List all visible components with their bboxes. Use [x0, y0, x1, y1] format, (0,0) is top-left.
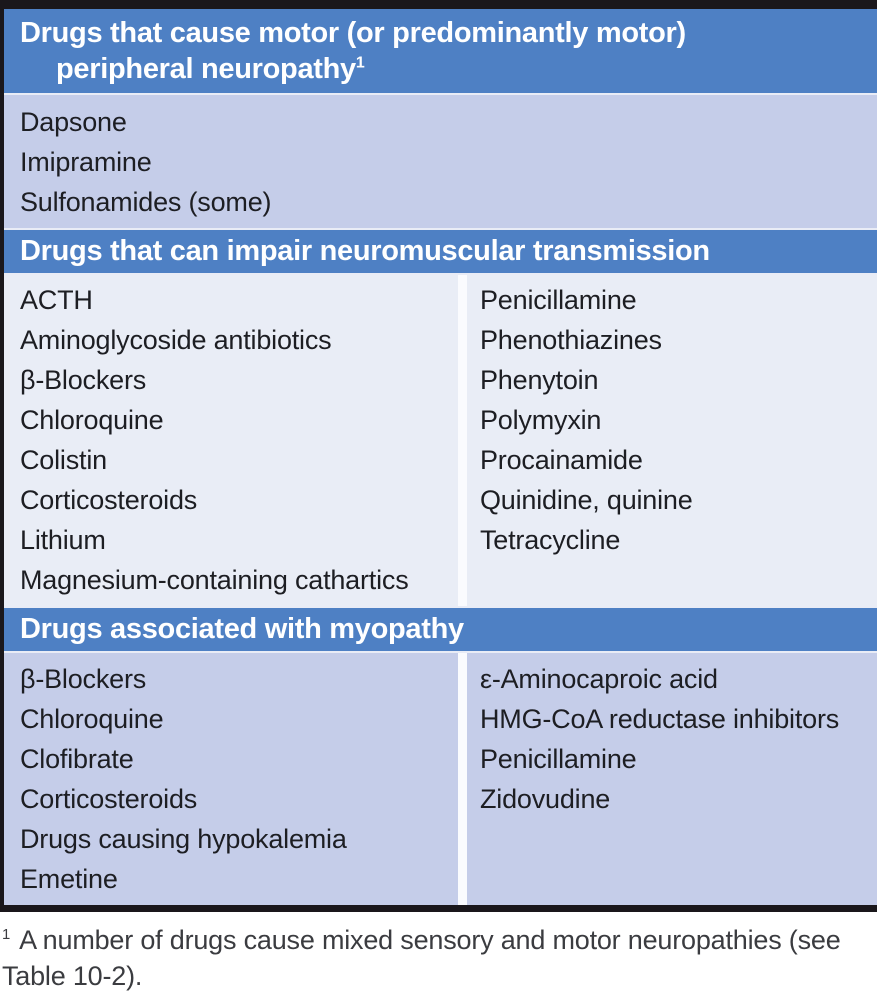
- drug-column-left: [4, 275, 458, 606]
- drug-list-item: Corticosteroids: [20, 784, 198, 814]
- table-bottom-rule: [4, 905, 877, 912]
- drug-list-item: Quinidine, quinine: [480, 485, 693, 515]
- drug-list-item: Imipramine: [20, 147, 152, 177]
- drug-list-item: Chloroquine: [20, 405, 164, 435]
- drug-column-left: [4, 653, 458, 905]
- column-divider: [458, 653, 467, 905]
- drug-list-item: Dapsone: [20, 107, 127, 137]
- drug-column-right: [467, 653, 877, 905]
- drug-list-item: Penicillamine: [480, 285, 637, 315]
- drug-list-item: β-Blockers: [20, 365, 147, 395]
- drug-list-item: Clofibrate: [20, 744, 134, 774]
- section-body-neuromuscular-transmission: [4, 275, 877, 606]
- table-top-rule: [4, 0, 877, 9]
- footnote-marker-superscript: 1: [355, 54, 365, 72]
- drug-list-item: Colistin: [20, 445, 107, 475]
- column-divider: [458, 275, 467, 606]
- drug-list-item: HMG-CoA reductase inhibitors: [480, 704, 840, 734]
- drug-list-item: Zidovudine: [480, 784, 611, 814]
- drug-list-item: Emetine: [20, 864, 118, 894]
- drug-list-item: Phenytoin: [480, 365, 599, 395]
- header-text-line1: Drugs that cause motor (or predominantly motor): [20, 17, 686, 49]
- drug-list-item: Drugs causing hypokalemia: [20, 824, 347, 854]
- header-text-line2-label: peripheral neuropathy: [56, 53, 356, 85]
- section-body-motor-neuropathy: [4, 95, 877, 228]
- drug-column-right: [467, 275, 877, 606]
- section-header-motor-neuropathy: [4, 9, 877, 95]
- footnote-marker-superscript: 1: [2, 927, 11, 943]
- section-header-myopathy: [4, 606, 877, 653]
- header-text-line1: Drugs that can impair neuromuscular transmission: [20, 235, 710, 267]
- drug-list-item: Lithium: [20, 525, 106, 555]
- drug-list-item: Chloroquine: [20, 704, 164, 734]
- drug-list-item: Corticosteroids: [20, 485, 198, 515]
- drug-list-item: Polymyxin: [480, 405, 602, 435]
- drug-list-item: Phenothiazines: [480, 325, 662, 355]
- drug-list-item: β-Blockers: [20, 664, 147, 694]
- drug-list-item: Magnesium-containing cathartics: [20, 565, 409, 595]
- section-body-myopathy: [4, 653, 877, 905]
- header-text-line1: Drugs associated with myopathy: [20, 613, 464, 645]
- header-text-line2: [20, 51, 867, 87]
- drug-list-item: Aminoglycoside antibiotics: [20, 325, 332, 355]
- drug-list-item: Procainamide: [480, 445, 643, 475]
- drug-list-item: ACTH: [20, 285, 93, 315]
- footnote-text: A number of drugs cause mixed sensory and motor neuropathies (see Table 10-2).: [2, 925, 841, 991]
- footnote: [0, 912, 877, 994]
- drug-list-item: Tetracycline: [480, 525, 621, 555]
- drug-list-item: Sulfonamides (some): [20, 187, 272, 217]
- section-header-neuromuscular-transmission: [4, 228, 877, 275]
- drug-list-item: Penicillamine: [480, 744, 637, 774]
- drug-list-item: ε-Aminocaproic acid: [480, 664, 718, 694]
